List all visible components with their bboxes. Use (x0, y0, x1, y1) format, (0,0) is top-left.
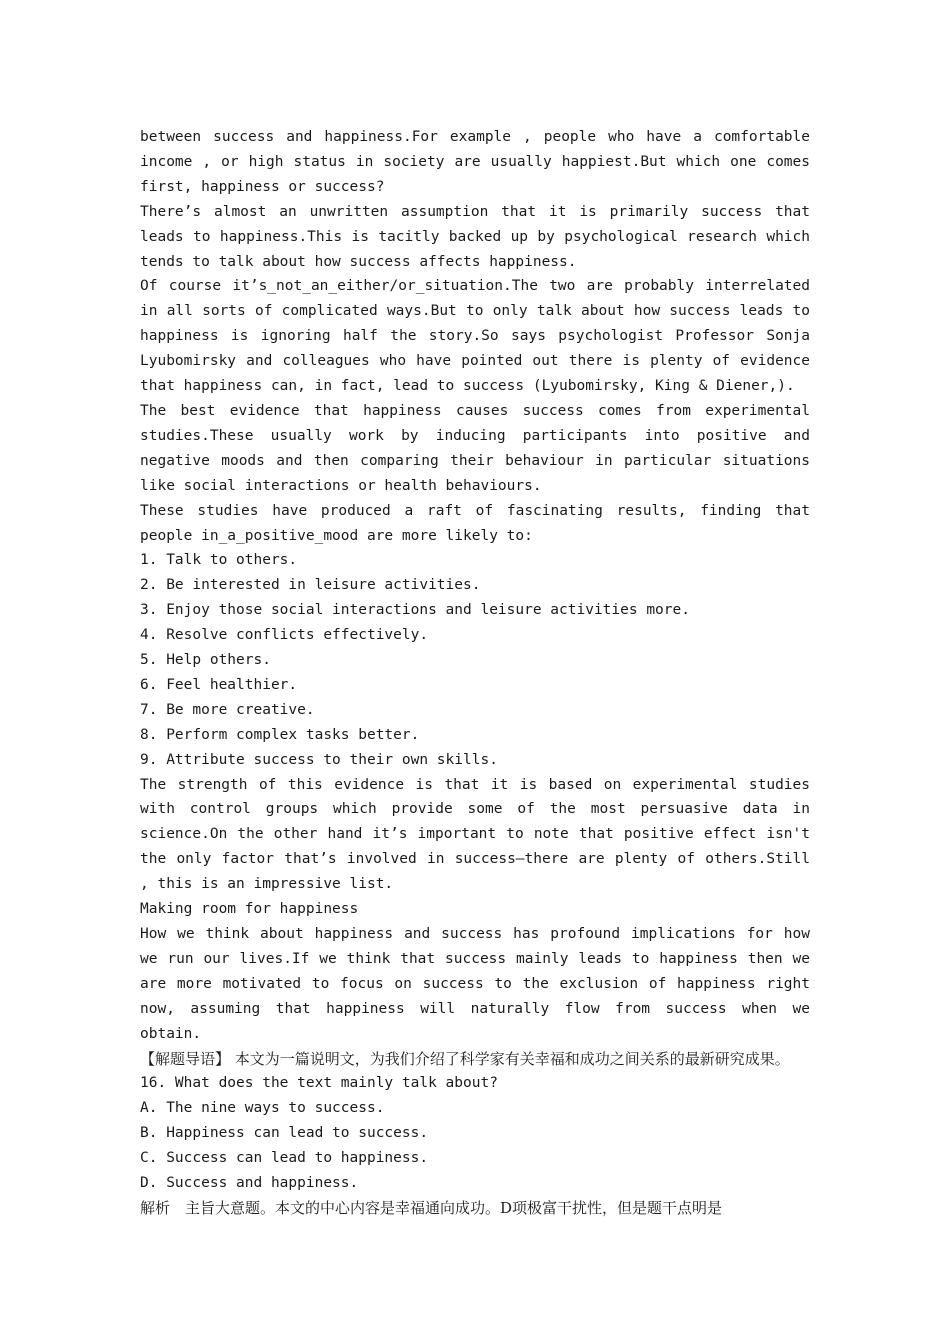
list-item: 4. Resolve conflicts effectively. (140, 627, 429, 644)
option-d: D. Success and happiness. (140, 1175, 359, 1192)
document-page (140, 125, 810, 1221)
paragraph-interrelated: Of course it’s_not_an_either/or_situation.The two are probably interrelated in all sorts of complicated ways.But to only talk about how success leads to happiness is ignoring half the story.So says psychologist Professor Sonja Lyubomirsky and colleagues who have pointed out there is plenty of evidence that happiness can, in fact, lead to success (Lyubomirsky, King & Diener,). (140, 278, 810, 395)
paragraph-strength: The strength of this evidence is that it is based on experimental studies with control groups which provide some of the most persuasive data in science.On the other hand it’s important to note that positive effect isn't the only factor that’s involved in success—there are plenty of others.Still , this is an impressive list. (140, 776, 810, 893)
paragraph-intro: between success and happiness.For example , people who have a comfortable income , or high status in society are usually happiest.But which one comes first, happiness or success? (140, 129, 810, 195)
list-item: 5. Help others. (140, 652, 271, 669)
subheading: Making room for happiness (140, 901, 359, 918)
answer-analysis: 解析 主旨大意题。本文的中心内容是幸福通向成功。D项极富干扰性，但是题干点明是 (140, 1198, 723, 1217)
list-item: 7. Be more creative. (140, 701, 315, 718)
option-a: A. The nine ways to success. (140, 1100, 385, 1117)
paragraph-evidence: The best evidence that happiness causes success comes from experimental studies.These usually work by inducing participants into positive and negative moods and then comparing their behaviour in particular situations like social interactions or health behaviours. (140, 402, 810, 494)
guide-note: 【解题导语】 本文为一篇说明文，为我们介绍了科学家有关幸福和成功之间关系的最新研究成果。 (140, 1049, 790, 1068)
option-c: C. Success can lead to happiness. (140, 1150, 429, 1167)
list-item: 3. Enjoy those social interactions and leisure activities more. (140, 602, 690, 619)
paragraph-assumption: There’s almost an unwritten assumption that it is primarily success that leads to happiness.This is tacitly backed up by psychological research which tends to talk about how success affects happiness. (140, 203, 810, 270)
list-item: 2. Be interested in leisure activities. (140, 577, 481, 594)
option-b: B. Happiness can lead to success. (140, 1125, 429, 1142)
list-item: 9. Attribute success to their own skills. (140, 751, 498, 768)
list-item: 8. Perform complex tasks better. (140, 726, 420, 743)
paragraph-conclusion: How we think about happiness and success has profound implications for how we run our lives.If we think that success mainly leads to happiness then we are more motivated to focus on success to the exclusion of happiness right now, assuming that happiness will naturally flow from success when we obtain. (140, 926, 810, 1042)
paragraph-results: These studies have produced a raft of fascinating results, finding that people in_a_positive_mood are more likely to: (140, 502, 810, 544)
list-item: 1. Talk to others. (140, 552, 298, 569)
list-item: 6. Feel healthier. (140, 676, 298, 693)
question-stem: 16. What does the text mainly talk about? (140, 1075, 498, 1092)
